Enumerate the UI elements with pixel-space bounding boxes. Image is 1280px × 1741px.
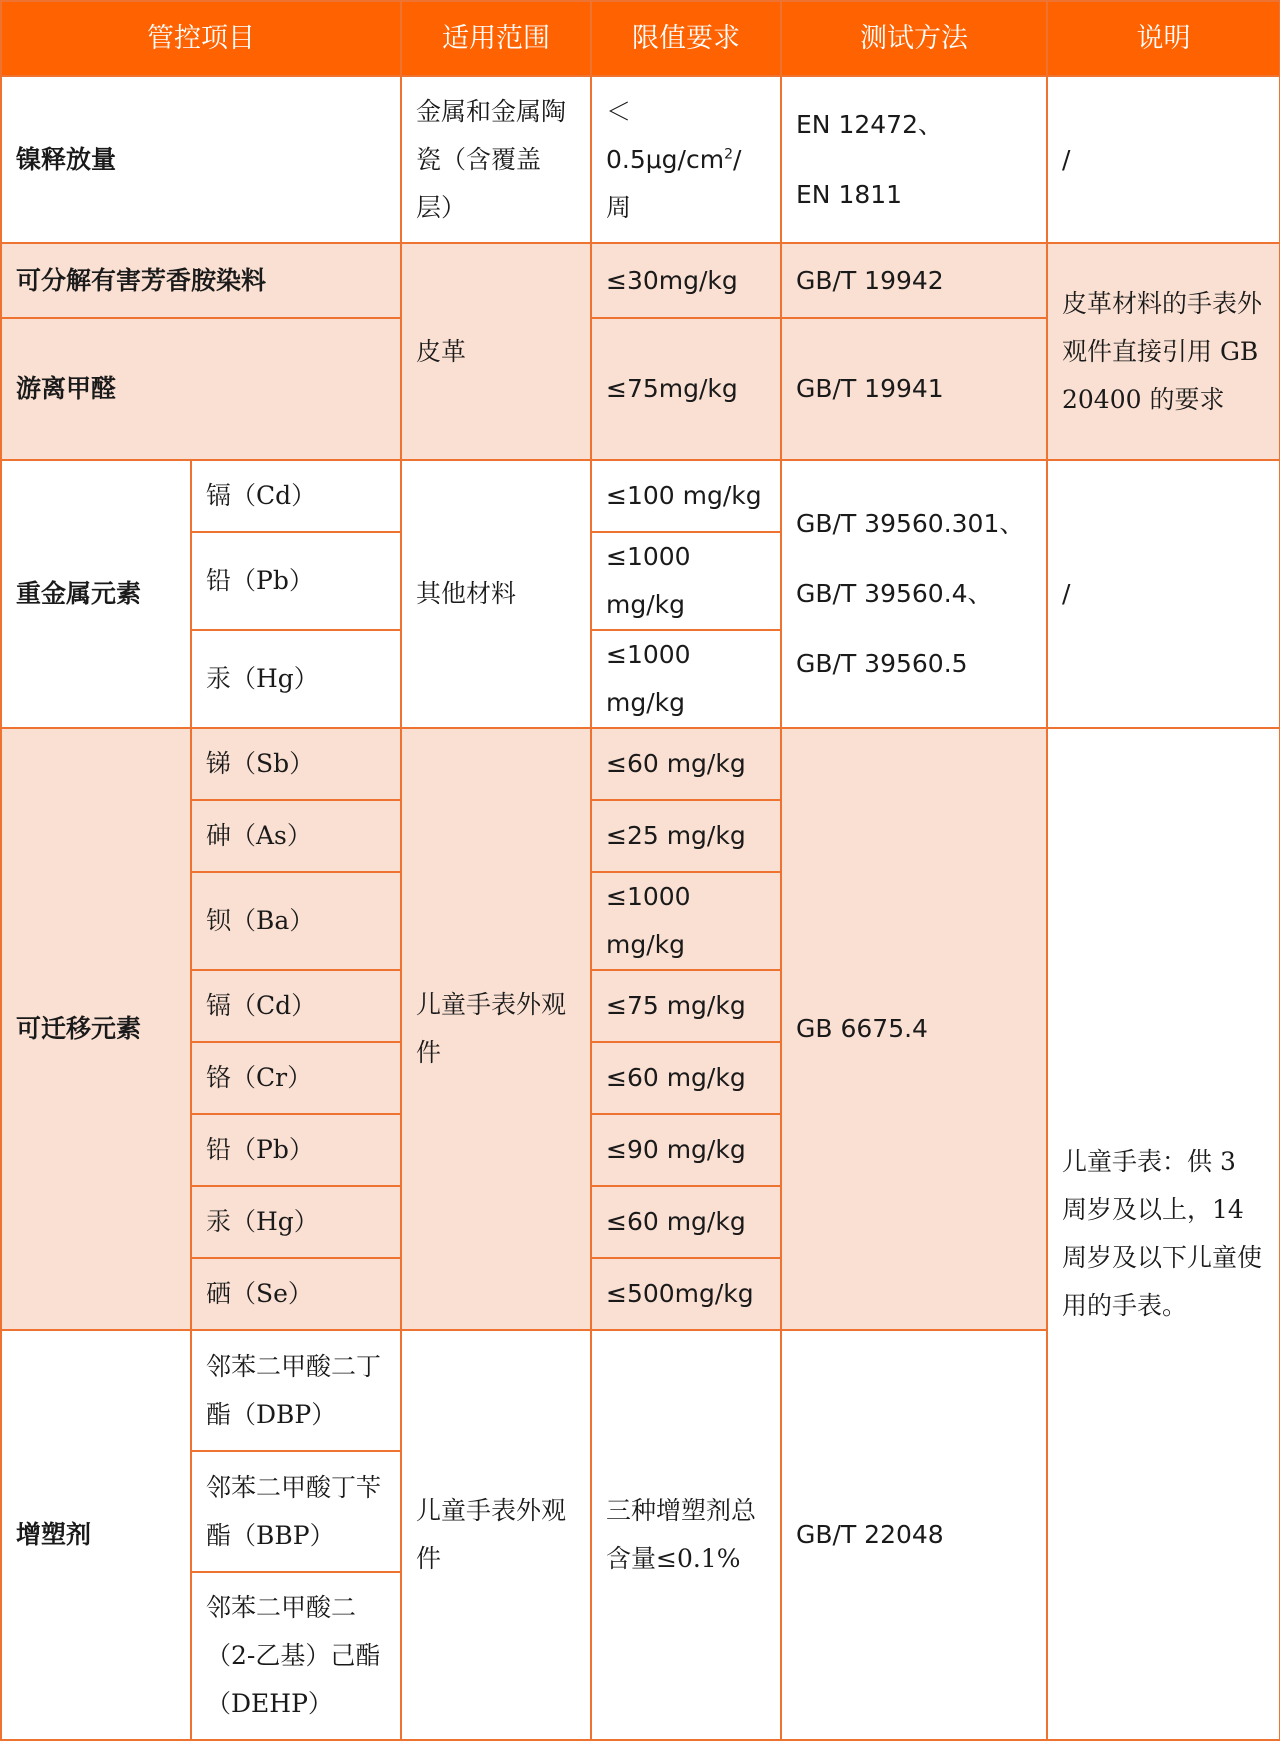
limit-cell: 三种增塑剂总含量≤0.1%: [591, 1330, 781, 1740]
header-note: 说明: [1047, 1, 1280, 76]
limit-cell: ≤60 mg/kg: [591, 1042, 781, 1114]
limit-cell: ≤60 mg/kg: [591, 1186, 781, 1258]
method-line: GB/T 39560.301、: [796, 509, 1025, 538]
method-cell: GB/T 22048: [781, 1330, 1047, 1740]
item-name: 可迁移元素: [1, 728, 191, 1330]
item-name: 重金属元素: [1, 460, 191, 728]
element-cell: 锑（Sb）: [191, 728, 401, 800]
limit-cell: ≤25 mg/kg: [591, 800, 781, 872]
scope-cell: 皮革: [401, 243, 591, 460]
limit-cell: ≤30mg/kg: [591, 243, 781, 318]
note-cell: /: [1047, 76, 1280, 243]
method-line: GB/T 39560.4、: [796, 579, 993, 608]
header-method: 测试方法: [781, 1, 1047, 76]
limit-cell: ≤90 mg/kg: [591, 1114, 781, 1186]
item-name: 镍释放量: [1, 76, 401, 243]
method-line: EN 1811: [796, 179, 903, 209]
element-cell: 铬（Cr）: [191, 1042, 401, 1114]
header-limit: 限值要求: [591, 1, 781, 76]
item-name: 增塑剂: [1, 1330, 191, 1740]
limit-prefix: ＜0.5μg/cm: [606, 96, 725, 174]
element-cell: 邻苯二甲酸丁苄酯（BBP）: [191, 1451, 401, 1572]
table-row-heavy-metal: [1, 460, 1280, 532]
limit-superscript: 2: [724, 146, 733, 163]
element-cell: 邻苯二甲酸二丁酯（DBP）: [191, 1330, 401, 1451]
scope-cell: 儿童手表外观件: [401, 1330, 591, 1740]
limit-cell: ≤75mg/kg: [591, 318, 781, 460]
scope-cell: 金属和金属陶瓷（含覆盖层）: [401, 76, 591, 243]
scope-cell: 其他材料: [401, 460, 591, 728]
method-cell: GB/T 19941: [781, 318, 1047, 460]
element-cell: 汞（Hg）: [191, 630, 401, 728]
element-cell: 铅（Pb）: [191, 1114, 401, 1186]
method-cell: GB 6675.4: [781, 728, 1047, 1330]
method-line: EN 12472、: [796, 109, 943, 139]
method-cell: [781, 460, 1047, 728]
method-cell: GB/T 19942: [781, 243, 1047, 318]
element-cell: 汞（Hg）: [191, 1186, 401, 1258]
element-cell: 邻苯二甲酸二（2-乙基）己酯（DEHP）: [191, 1572, 401, 1740]
limit-cell: ≤75 mg/kg: [591, 970, 781, 1042]
limit-cell: ≤1000 mg/kg: [591, 630, 781, 728]
limit-cell: ≤500mg/kg: [591, 1258, 781, 1330]
limit-suffix: /周: [606, 144, 742, 222]
note-cell: /: [1047, 460, 1280, 728]
element-cell: 铅（Pb）: [191, 532, 401, 630]
item-name: 可分解有害芳香胺染料: [1, 243, 401, 318]
note-cell: 儿童手表：供 3 周岁及以上，14 周岁及以下儿童使用的手表。: [1047, 728, 1280, 1740]
element-cell: 钡（Ba）: [191, 872, 401, 970]
element-cell: 硒（Se）: [191, 1258, 401, 1330]
item-name: 游离甲醛: [1, 318, 401, 460]
method-line: GB/T 39560.5: [796, 649, 968, 678]
element-cell: 镉（Cd）: [191, 970, 401, 1042]
scope-cell: 儿童手表外观件: [401, 728, 591, 1330]
note-cell: 皮革材料的手表外观件直接引用 GB 20400 的要求: [1047, 243, 1280, 460]
limit-cell: ≤1000 mg/kg: [591, 872, 781, 970]
limit-cell: [591, 76, 781, 243]
limit-cell: ≤60 mg/kg: [591, 728, 781, 800]
table-row-nickel: [1, 76, 1280, 243]
method-cell: [781, 76, 1047, 243]
element-cell: 砷（As）: [191, 800, 401, 872]
table-row-aromatic-amine: [1, 243, 1280, 318]
header-scope: 适用范围: [401, 1, 591, 76]
header-item: 管控项目: [1, 1, 401, 76]
limit-cell: ≤100 mg/kg: [591, 460, 781, 532]
table-row-migratable: [1, 728, 1280, 800]
header-row: [1, 1, 1280, 76]
element-cell: 镉（Cd）: [191, 460, 401, 532]
limit-cell: ≤1000 mg/kg: [591, 532, 781, 630]
